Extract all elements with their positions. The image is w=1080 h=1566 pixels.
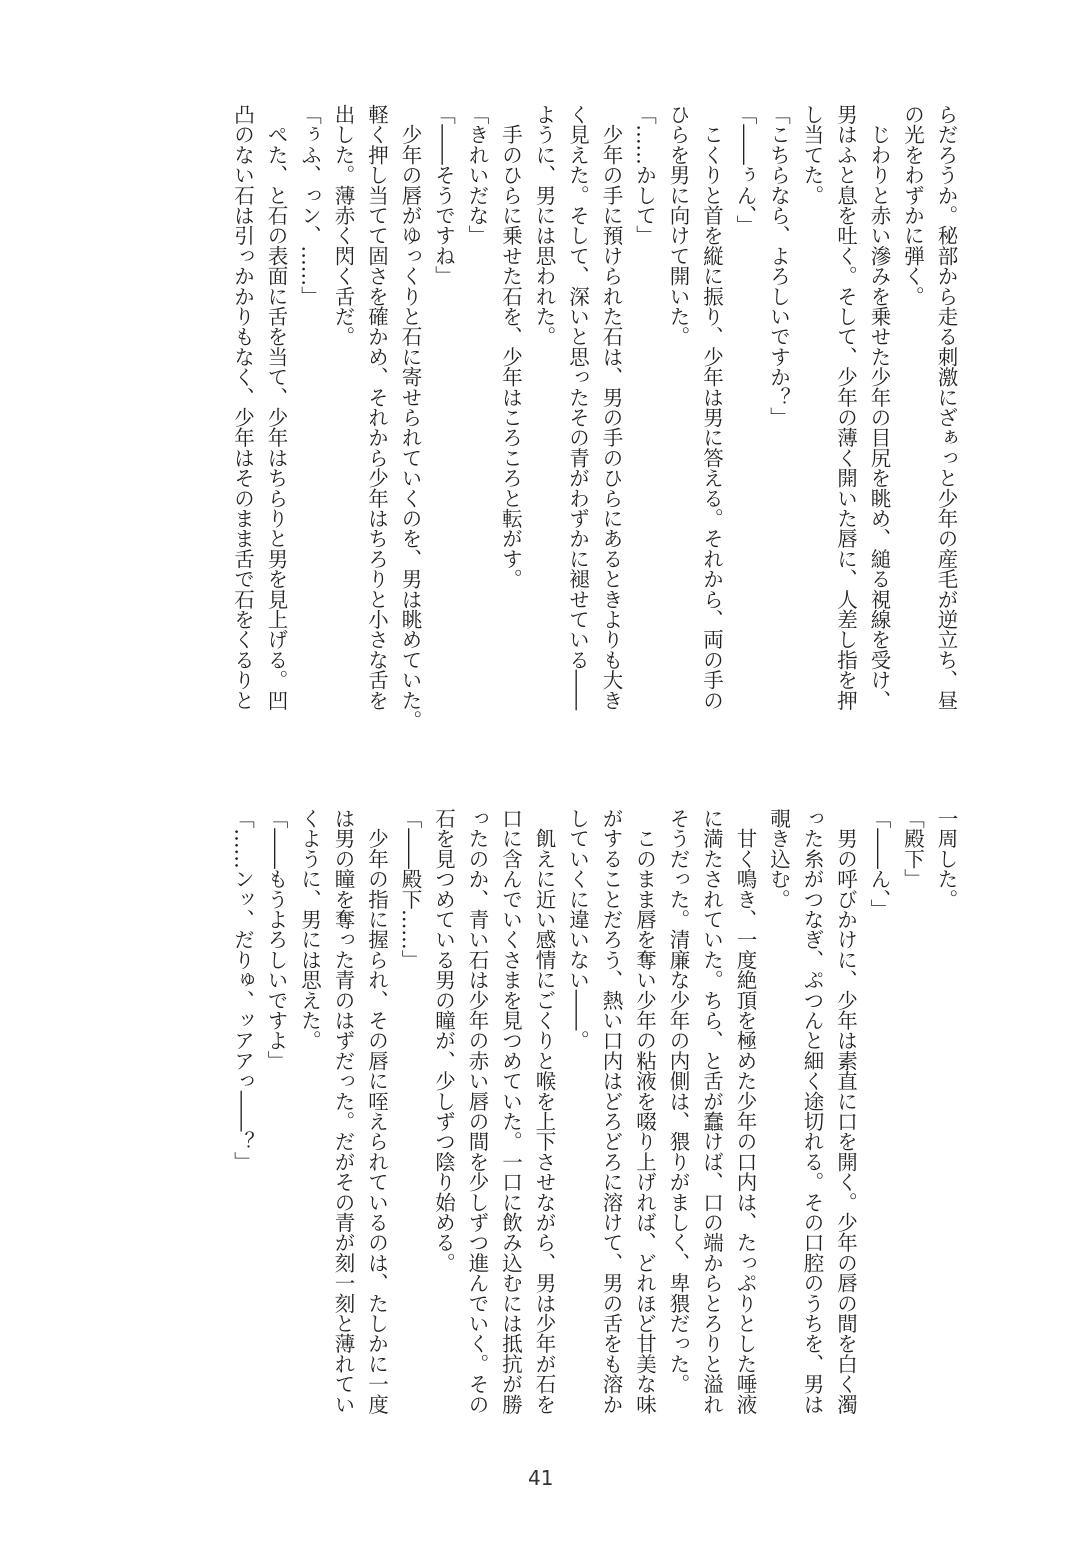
text-column: 軽く押し当てて固さを確かめ、それから少年はちろりと小さな舌を — [364, 104, 389, 711]
text-column: 少年の唇がゆっくりと石に寄せられていくのを、男は眺めていた。 — [398, 104, 422, 731]
text-column: そうだった。清廉な少年の内側は、猥りがましく、卑猥だった。 — [666, 808, 690, 1394]
text-column: く見えた。そして、深いと思ったその青がわずかに褪せている―― — [565, 104, 590, 711]
text-column: らだろうか。秘部から走る刺激にざぁっと少年の産毛が逆立ち、昼 — [934, 104, 958, 711]
text-column: 口に含んでいくさまを見つめていた。一口に飲み込むには抵抗が勝 — [498, 808, 523, 1415]
text-column: 凸のない石は引っかかりもなく、少年はそのまま舌で石をくるりと — [230, 104, 255, 711]
text-column: じわりと赤い滲みを乗せた少年の目尻を眺め、縋る視線を受け、 — [867, 104, 891, 711]
text-column: 「こちらなら、よろしいですか？」 — [766, 104, 791, 428]
text-column: 出した。薄赤く閃く舌だ。 — [331, 104, 355, 347]
page-number: 41 — [528, 1466, 554, 1490]
text-column: ったのか、青い石は少年の赤い唇の間を少しずつ進んでいく。その — [465, 808, 489, 1415]
text-column: は男の瞳を奪った青のはずだった。だがその青が刻一刻と薄れてい — [331, 808, 355, 1415]
text-column: 「――ぅん、」 — [733, 104, 757, 236]
text-column: 一周した。 — [934, 808, 958, 910]
text-column: ひらを男に向けて開いた。 — [666, 104, 690, 347]
text-block-bottom — [156, 808, 962, 1448]
text-column: 「――もうよろしいですよ」 — [264, 808, 288, 1071]
text-column: 「――そうですね」 — [431, 104, 456, 286]
text-column: 「――ん、」 — [867, 808, 891, 919]
text-column: 少年の手に預けられた石は、男の手のひらにあるときよりも大き — [599, 104, 623, 711]
text-column: し当てた。 — [800, 104, 824, 206]
text-column: 「……ンッ、だりゅ、ッアアっ――？」 — [230, 808, 255, 1172]
text-column: 「ぅふ、っン、……」 — [297, 104, 322, 307]
text-column: 「……かして」 — [632, 104, 657, 246]
text-column: に満たされていた。ちら、と舌が蠢けば、口の端からとろりと溢れ — [699, 808, 724, 1415]
text-column: 男はふと息を吐く。そして、少年の薄く開いた唇に、人差し指を押 — [833, 104, 858, 711]
text-column: 覗き込む。 — [766, 808, 791, 910]
text-column: 少年の指に握られ、その唇に咥えられているのは、たしかに一度 — [364, 808, 389, 1415]
text-column: 手のひらに乗せた石を、少年はころころと転がす。 — [498, 104, 523, 589]
text-column: こくりと首を縦に振り、少年は男に答える。それから、両の手の — [699, 104, 724, 711]
text-column: がすることだろう、熱い口内はどろどろに溶けて、男の舌をも溶か — [599, 808, 623, 1415]
text-column: ぺた、と石の表面に舌を当て、少年はちらりと男を見上げる。凹 — [264, 104, 288, 711]
text-column: 甘く鳴き、一度絶頂を極めた少年の口内は、たっぷりとした唾液 — [733, 808, 757, 1415]
text-column: していくに違いない――。 — [565, 808, 590, 1051]
text-column: った糸がつなぎ、ぷつんと細く途切れる。その口腔のうちを、男は — [800, 808, 824, 1415]
text-column: 「――殿下……」 — [398, 808, 422, 970]
text-column: 男の呼びかけに、少年は素直に口を開く。少年の唇の間を白く濁 — [833, 808, 858, 1415]
text-column: 飢えに近い感情にごくりと喉を上下させながら、男は少年が石を — [532, 808, 556, 1415]
text-column: 「きれいだな」 — [465, 104, 489, 246]
text-column: 「殿下」 — [900, 808, 925, 889]
text-block-top — [156, 104, 962, 744]
text-column: このまま唇を奪い少年の粘液を啜り上げれば、どれほど甘美な味 — [632, 808, 657, 1415]
text-column: くように、男には思えた。 — [297, 808, 322, 1051]
text-column: 石を見つめている男の瞳が、少しずつ陰り始める。 — [431, 808, 456, 1273]
text-column: の光をわずかに弾く。 — [900, 104, 925, 307]
text-column: ように、男には思われた。 — [532, 104, 556, 347]
